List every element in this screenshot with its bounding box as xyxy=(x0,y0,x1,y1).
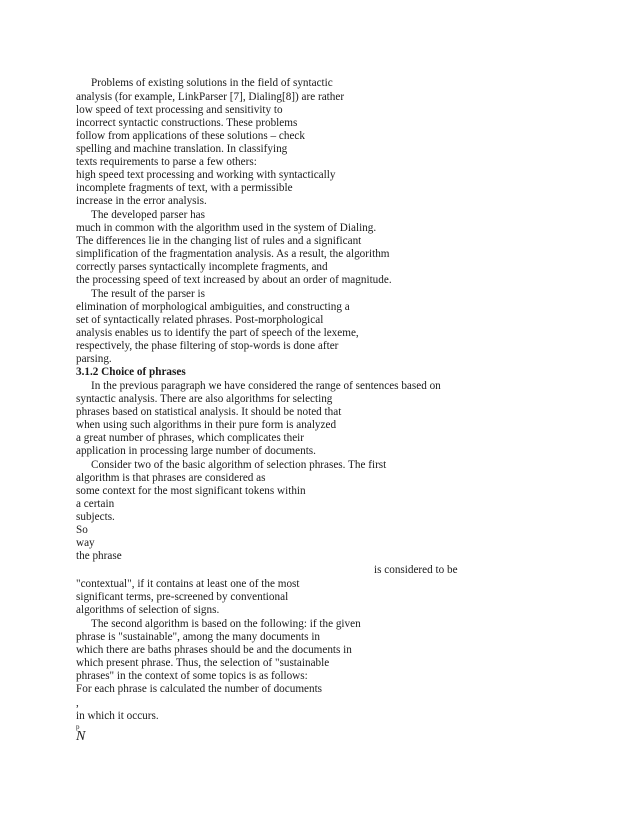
text-line: Problems of existing solutions in the field of syntactic xyxy=(91,77,333,89)
text-line: incomplete fragments of text, with a permissible xyxy=(76,182,293,194)
text-line: The developed parser has xyxy=(91,209,205,221)
text-line: follow from applications of these solutions – check xyxy=(76,130,305,142)
text-line: set of syntactically related phrases. Post-morphological xyxy=(76,314,324,326)
text-line: spelling and machine translation. In classifying xyxy=(76,143,288,155)
text-line: The differences lie in the changing list of rules and a significant xyxy=(76,235,362,247)
text-line: parsing. xyxy=(76,353,112,365)
text-line: texts requirements to parse a few others: xyxy=(76,156,257,168)
formula-symbol: N xyxy=(76,729,86,744)
text-line: the processing speed of text increased by about an order of magnitude. xyxy=(76,274,392,286)
text-line: in which it occurs. xyxy=(76,710,159,722)
text-line: phrases based on statistical analysis. It should be noted that xyxy=(76,406,342,418)
text-line: analysis enables us to identify the part of speech of the lexeme, xyxy=(76,327,359,339)
text-line: simplification of the fragmentation analysis. As a result, the algorithm xyxy=(76,248,390,260)
formula-subscript: p xyxy=(76,723,80,731)
text-line: incorrect syntactic constructions. These problems xyxy=(76,117,298,129)
text-line: The second algorithm is based on the following: if the given xyxy=(91,618,361,630)
text-line: So xyxy=(76,524,88,536)
text-line: high speed text processing and working with syntactically xyxy=(76,169,336,181)
text-line: which present phrase. Thus, the selection of "sustainable xyxy=(76,657,330,669)
text-line: is considered to be xyxy=(374,564,458,576)
text-line: application in processing large number of documents. xyxy=(76,445,316,457)
text-line: algorithms of selection of signs. xyxy=(76,604,220,616)
text-line: low speed of text processing and sensitivity to xyxy=(76,104,283,116)
text-line: way xyxy=(76,537,95,549)
text-line: subjects. xyxy=(76,511,115,523)
text-line: the phrase xyxy=(76,550,122,562)
text-line: much in common with the algorithm used in the system of Dialing. xyxy=(76,222,377,234)
text-line: significant terms, pre-screened by conventional xyxy=(76,591,289,603)
text-line: which there are baths phrases should be and the documents in xyxy=(76,644,352,656)
text-line: correctly parses syntactically incomplete fragments, and xyxy=(76,261,328,273)
text-line: In the previous paragraph we have considered the range of sentences based on xyxy=(91,380,441,392)
text-line: syntactic analysis. There are also algorithms for selecting xyxy=(76,393,333,405)
text-line: analysis (for example, LinkParser [7], Dialing[8]) are rather xyxy=(76,91,345,103)
text-line: For each phrase is calculated the number of documents xyxy=(76,683,323,695)
text-line: Consider two of the basic algorithm of selection phrases. The first xyxy=(91,459,387,471)
text-line: respectively, the phase filtering of stop-words is done after xyxy=(76,340,339,352)
text-line: The result of the parser is xyxy=(91,288,206,300)
text-line: when using such algorithms in their pure form is analyzed xyxy=(76,419,337,431)
text-line: a certain xyxy=(76,498,115,510)
text-line: a great number of phrases, which complicates their xyxy=(76,432,305,444)
text-line: algorithm is that phrases are considered as xyxy=(76,472,266,484)
text-line: increase in the error analysis. xyxy=(76,195,207,207)
text-line: phrase is "sustainable", among the many documents in xyxy=(76,631,321,643)
text-line: some context for the most significant tokens within xyxy=(76,485,306,497)
section-heading: 3.1.2 Choice of phrases xyxy=(76,366,186,378)
text-line: "contextual", if it contains at least one of the most xyxy=(76,578,300,590)
text-line: phrases" in the context of some topics is as follows: xyxy=(76,670,308,682)
text-line: elimination of morphological ambiguities, and constructing a xyxy=(76,301,350,313)
text-line: , xyxy=(76,697,79,709)
